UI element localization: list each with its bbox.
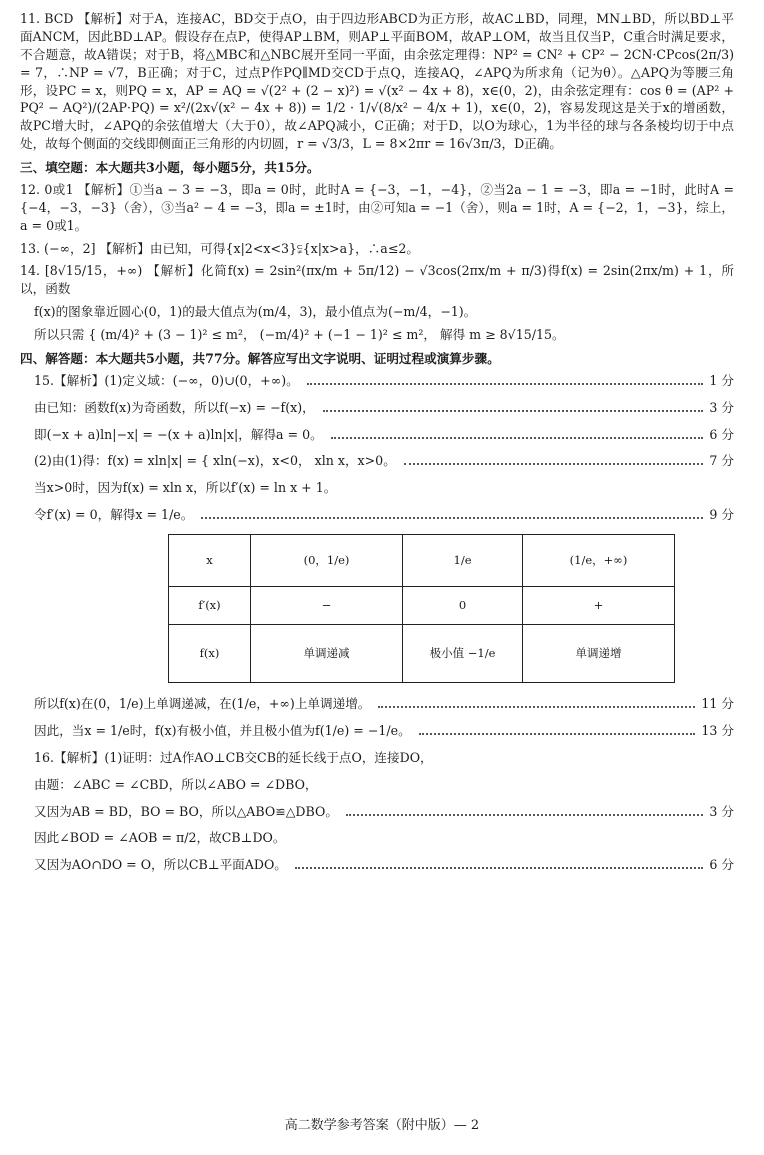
- table-cell: 单调递减: [251, 625, 403, 683]
- table-row: [169, 625, 675, 683]
- answer-15-line: 即(−x + a)ln|−x| = −(x + a)ln|x|，解得a = 0。 6 分: [34, 426, 734, 442]
- answer-14-part-c: 所以只需 { (m/4)² + (3 − 1)² ≤ m²， (−m/4)² + (−1 − 1)² ≤ m²， 解得 m ≥ 8√15/15。: [34, 327, 565, 342]
- leader-dots: [307, 383, 704, 385]
- monotonicity-table: [168, 534, 675, 683]
- table-cell: −: [251, 587, 403, 625]
- score-label: 6 分: [709, 857, 734, 873]
- answer-11: 11. BCD 【解析】对于A，连接AC，BD交于点O，由于四边形ABCD为正方形，故AC⊥BD，同理，MN⊥BD，所以BD⊥平面ANCM，因此BD⊥AP。假设存在点P，使得AP⊥BM，则AP⊥平面BOM，故AP⊥OM，故当且仅当P，C重合时满足要求，不合题意，故A错误；对于B，将△MBC和△NBC展开至同一平面，由余弦定理得：NP² = CN² + CP² − 2CN·CPcos(2π/3) = 7，∴NP = √7，B正确；对于C，过点P作PQ∥MD交CD于点Q，连接AQ，∠APQ为所求角（记为θ）。△APQ为等腰三角形，设PC = x，则PQ = x，AP = AQ = √(2² + (2 − x)²) = √(x² − 4x + 8)，x∈(0，2)，由余弦定理有：cos θ = (AP² + PQ² − AQ²)/(2AP·PQ) = x²/(2x√(x² − 4x + 8)) = 1/2 · 1/√(8/x² − 4/x + 1)，x∈(0，2)，容易发现这是关于x的增函数，故PC增大时，∠APQ的余弦值增大（大于0），故∠APQ减小，C正确；对于D，以O为球心，1为半径的球与各条棱均切于中点处，故每个侧面的交线即侧面正三角形的内切圆，r = √3/3，L = 8×2πr = 16√3π/3，D正确。: [20, 11, 734, 152]
- section-4-heading: 四、解答题：本大题共5小题，共77分。解答应写出文字说明、证明过程或演算步骤。: [20, 350, 500, 366]
- answer-16: [20, 749, 734, 874]
- answer-15-line: 所以f(x)在(0，1/e)上单调递减，在(1/e，+∞)上单调递增。 11 分: [34, 696, 734, 711]
- table-cell: (0，1/e): [251, 535, 403, 587]
- answer-14-part-a: 14. [8√15/15，+∞) 【解析】化简f(x) = 2sin²(πx/m + 5π/12) − √3cos(2πx/m + π/3)得f(x) = 2sin(2πx/m) + 1，所以，函数: [20, 263, 734, 297]
- leader-dots: [323, 410, 704, 412]
- leader-dots: [295, 867, 704, 869]
- score-label: 9 分: [709, 507, 734, 523]
- section-3-heading: 三、填空题：本大题共3小题，每小题5分，共15分。: [20, 160, 320, 175]
- table-cell: x: [169, 535, 251, 587]
- table-cell: 极小值 −1/e: [403, 625, 523, 683]
- answer-12: 12. 0或1 【解析】①当a − 3 = −3，即a = 0时，此时A = {−3，−1，−4}，②当2a − 1 = −3，即a = −1时，此时A = {−4，−3，−3}（舍），③当a² − 4 = −3，即a = ±1时，由②可知a = −1（舍），则a = 1时，A = {−2，1，−3}，综上，a = 0或1。: [20, 181, 734, 233]
- leader-dots: [404, 463, 704, 465]
- leader-dots: [419, 733, 696, 735]
- leader-dots: [201, 517, 703, 519]
- table-row: [169, 535, 675, 587]
- answer-16-line: 又因为AB = BD，BO = BO，所以△ABO≌△DBO。 3 分: [34, 803, 734, 819]
- answer-16-line: 由题：∠ABC = ∠CBD，所以∠ABO = ∠DBO，: [34, 776, 318, 792]
- score-label: 3 分: [709, 803, 734, 819]
- score-label: 3 分: [709, 399, 734, 415]
- answer-15-line: 因此，当x = 1/e时，f(x)有极小值，并且极小值为f(1/e) = −1/e。 13 分: [34, 722, 734, 738]
- answer-16-line: 又因为AO∩DO = O，所以CB⊥平面ADO。 6 分: [34, 857, 734, 873]
- answer-15-line: 当x>0时，因为f(x) = xln x，所以f′(x) = ln x + 1。: [34, 480, 337, 496]
- score-label: 13 分: [701, 722, 734, 738]
- answer-13: 13. (−∞，2] 【解析】由已知，可得{x|2<x<3}⫋{x|x>a}，∴a≤2。: [20, 240, 419, 256]
- leader-dots: [378, 706, 695, 708]
- answer-14-part-b: f(x)的图象靠近圆心(0，1)的最大值点为(m/4，3)，最小值点为(−m/4，−1)。: [34, 304, 477, 320]
- table-cell: 1/e: [403, 535, 523, 587]
- score-label: 7 分: [709, 453, 734, 469]
- page-footer: 高二数学参考答案（附中版）— 2: [284, 1117, 480, 1133]
- table-cell: 0: [403, 587, 523, 625]
- leader-dots: [346, 814, 703, 816]
- score-label: 6 分: [709, 426, 734, 442]
- answer-15-line: 令f′(x) = 0，解得x = 1/e。 9 分: [34, 507, 734, 523]
- answer-15-line: 由已知：函数f(x)为奇函数，所以f(−x) = −f(x)， 3 分: [34, 399, 734, 415]
- table-cell: f′(x): [169, 587, 251, 625]
- answer-15-line: (2)由(1)得：f(x) = xln|x| = { xln(−x)，x<0， xln x，x>0。 7 分: [34, 453, 734, 469]
- table-row: [169, 587, 675, 625]
- table-cell: 单调递增: [523, 625, 675, 683]
- table-cell: +: [523, 587, 675, 625]
- answer-15-line: 15.【解析】(1)定义域：(−∞，0)∪(0，+∞)。 1 分: [34, 372, 734, 388]
- score-label: 11 分: [701, 696, 734, 711]
- table-cell: f(x): [169, 625, 251, 683]
- table-cell: (1/e，+∞): [523, 535, 675, 587]
- answer-15: [20, 372, 734, 740]
- answer-16-line: 因此∠BOD = ∠AOB = π/2，故CB⊥DO。: [34, 830, 286, 846]
- answer-16-line: 16.【解析】(1)证明：过A作AO⊥CB交CB的延长线于点O，连接DO，: [34, 749, 433, 765]
- score-label: 1 分: [709, 372, 734, 388]
- leader-dots: [331, 437, 704, 439]
